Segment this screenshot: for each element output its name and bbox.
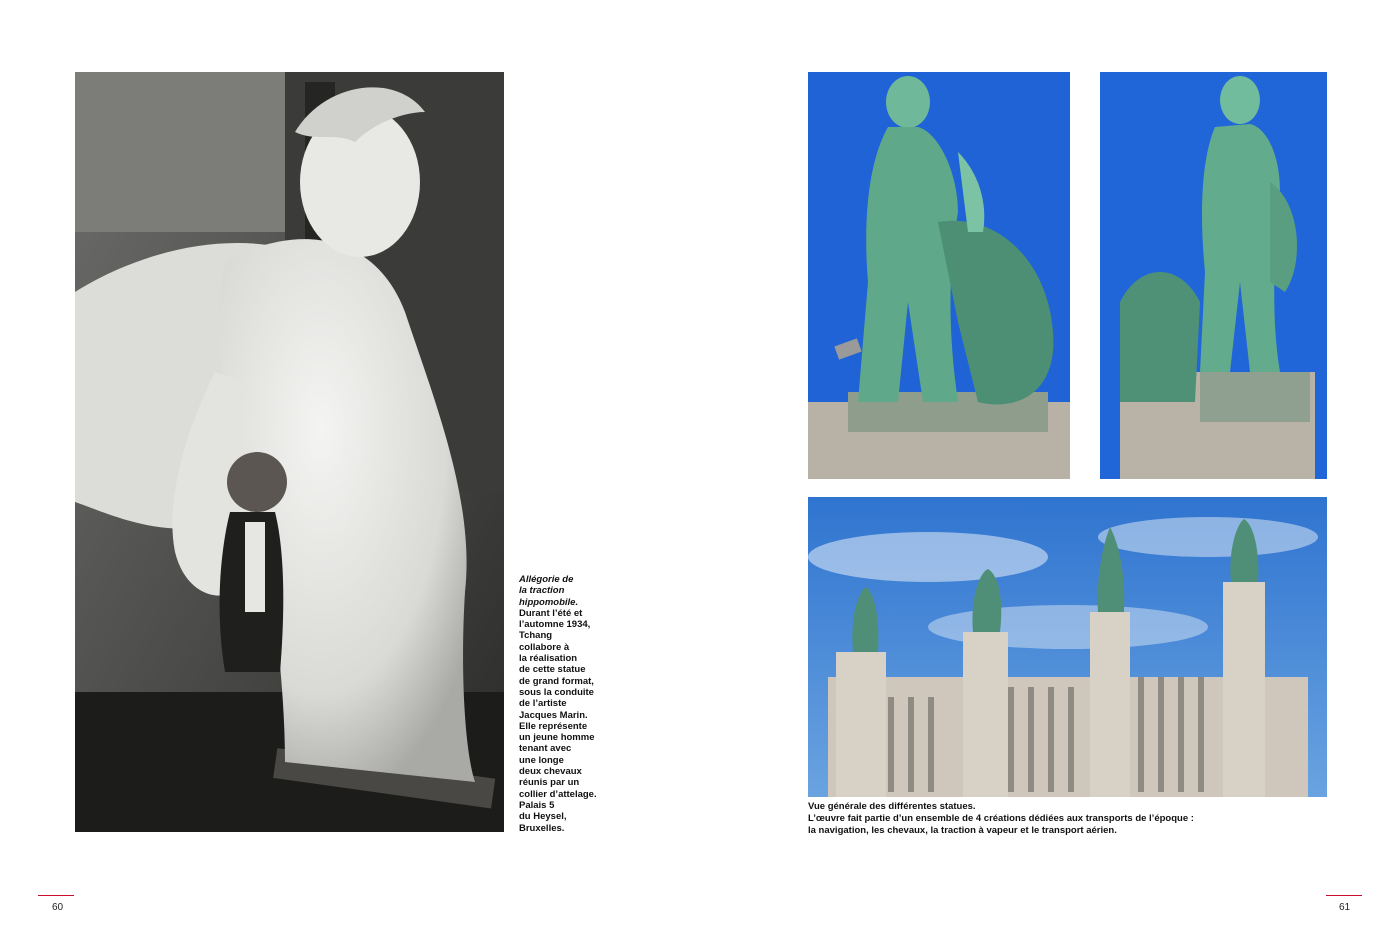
caption-body-line: Jacques Marin. — [519, 709, 588, 721]
caption-body-line: tenant avec — [519, 743, 572, 755]
caption-body-line: sous la conduite — [519, 686, 594, 698]
caption-line: la navigation, les chevaux, la traction à vapeur et le transport aérien. — [808, 824, 1117, 836]
caption-body-line: deux chevaux — [519, 766, 582, 778]
caption-body-line: collier d’attelage. — [519, 788, 597, 800]
caption-body-line: un jeune homme — [519, 732, 595, 744]
building-with-statues-photo — [808, 497, 1327, 797]
caption-line: L’œuvre fait partie d’un ensemble de 4 créations dédiées aux transports de l’époque : — [808, 812, 1194, 824]
folio-rule-right — [1326, 895, 1362, 896]
page-number-left: 60 — [52, 902, 64, 913]
caption-body-line: l’automne 1934, — [519, 619, 591, 631]
right-photos-caption — [808, 801, 1328, 836]
caption-body-line: Elle représente — [519, 720, 588, 732]
caption-title-line: Allégorie de — [519, 574, 574, 585]
caption-body-line: Durant l’été et — [519, 607, 583, 619]
caption-title-line: hippomobile. — [519, 596, 579, 608]
caption-body-line: réunis par un — [519, 777, 580, 789]
bronze-statue-photo-front — [808, 72, 1070, 479]
folio-rule-left — [38, 895, 74, 896]
bw-photograph-statue — [75, 72, 504, 832]
page-number-right: 61 — [1339, 902, 1351, 913]
caption-body-line: Tchang — [519, 630, 553, 642]
caption-body-line: de grand format, — [519, 675, 594, 687]
caption-line: Vue générale des différentes statues. — [808, 801, 976, 812]
caption-body-line: Bruxelles. — [519, 822, 565, 834]
caption-body-line: de cette statue — [519, 664, 586, 676]
caption-body-line: Palais 5 — [519, 799, 555, 811]
bronze-statue-photo-side — [1100, 72, 1327, 479]
caption-body-line: la réalisation — [519, 653, 578, 665]
caption-body-line: du Heysel, — [519, 811, 567, 823]
caption-body-line: de l’artiste — [519, 698, 567, 710]
caption-body-line: collabore à — [519, 641, 570, 653]
left-photo-caption — [519, 574, 609, 834]
caption-body-line: une longe — [519, 754, 564, 766]
caption-title-line: la traction — [519, 585, 565, 597]
